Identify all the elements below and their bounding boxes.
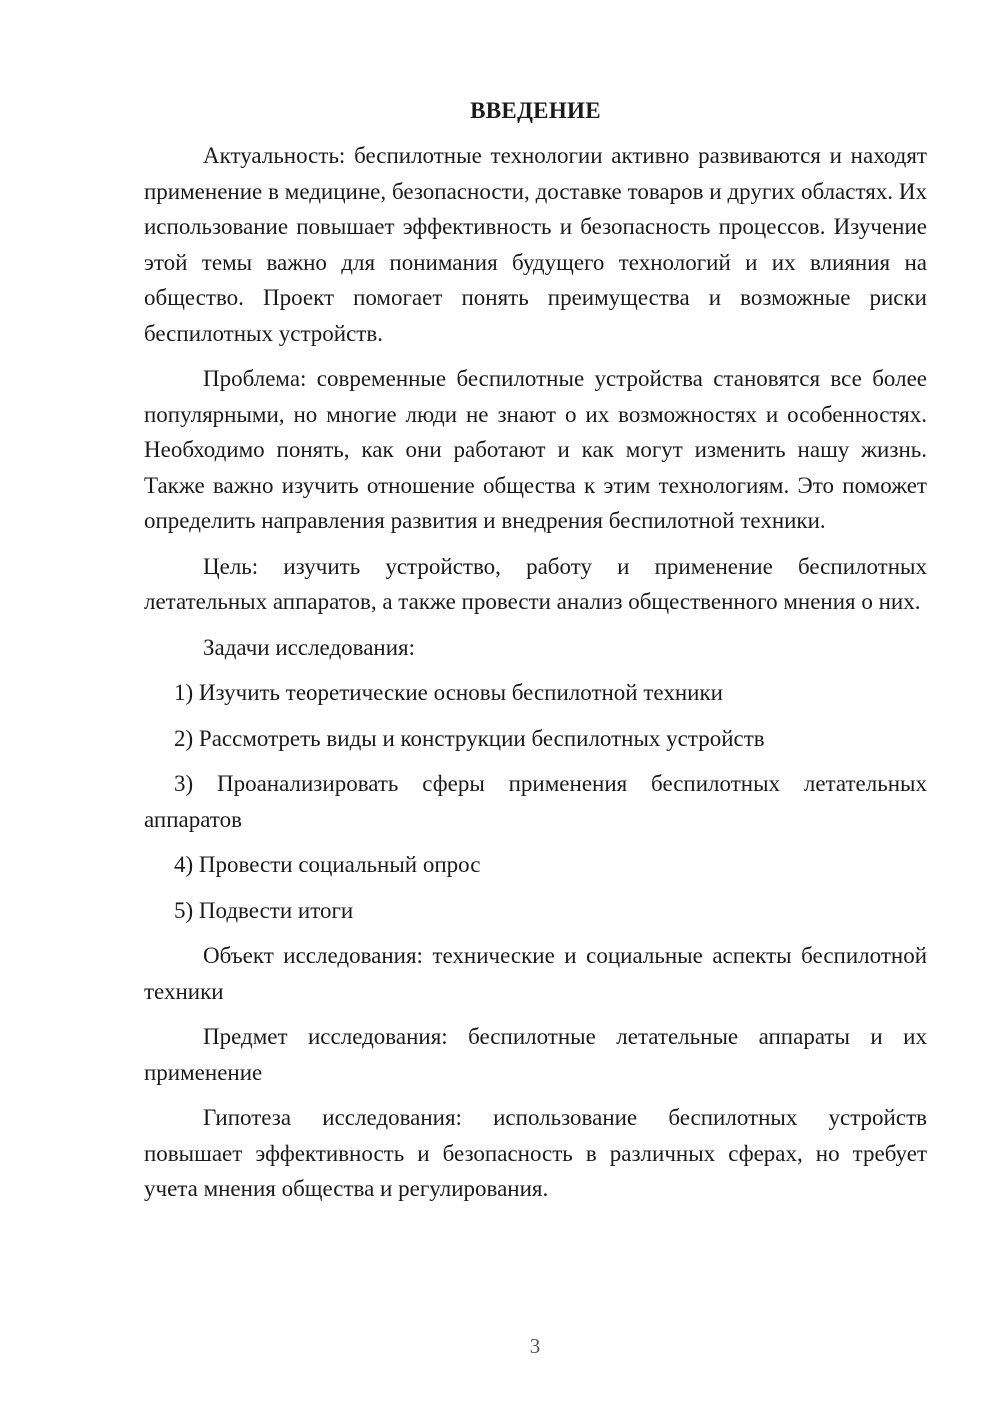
tasks-heading: Задачи исследования: [203, 634, 416, 660]
paragraph-object: Объект исследования: технические и социальные аспекты беспилотной техники [144, 943, 927, 1004]
task-item-4: 4) Провести социальный опрос [174, 852, 481, 877]
paragraph-problem: Проблема: современные беспилотные устройства становятся все более популярными, но многие люди не знают о их возможностях и особенностях. Необходимо понять, как они работают и как могут изменить нашу жизнь. Также важно изучить отношение общества к этим технологиям. Это поможет определить направления развития и внедрения беспилотной техники. [144, 366, 927, 533]
page-number: 3 [529, 1334, 541, 1358]
paragraph-goal: Цель: изучить устройство, работу и применение беспилотных летательных аппаратов, а также провести анализ общественного мнения о них. [144, 553, 927, 614]
paragraph-hypothesis: Гипотеза исследования: использование беспилотных устройств повышает эффективность и безопасность в различных сферах, но требует учета мнения общества и регулирования. [144, 1105, 927, 1201]
task-item-1: 1) Изучить теоретические основы беспилотной техники [174, 680, 723, 705]
task-item-5: 5) Подвести итоги [174, 897, 354, 923]
paragraph-relevance: Актуальность: беспилотные технологии активно развиваются и находят применение в медицине, безопасности, доставке товаров и других областях. Их использование повышает эффективность и безопасность процессов. Изучение этой темы важно для понимания будущего технологий и их влияния на общество. Проект помогает понять преимущества и возможные риски беспилотных устройств. [144, 143, 927, 346]
paragraph-subject: Предмет исследования: беспилотные летательные аппараты и их применение [144, 1024, 927, 1085]
task-item-2: 2) Рассмотреть виды и конструкции беспилотных устройств [174, 725, 765, 751]
section-title: ВВЕДЕНИЕ [470, 98, 601, 123]
page-content [144, 94, 927, 1217]
task-item-3: 3) Проанализировать сферы применения беспилотных летательных аппаратов [144, 771, 927, 832]
